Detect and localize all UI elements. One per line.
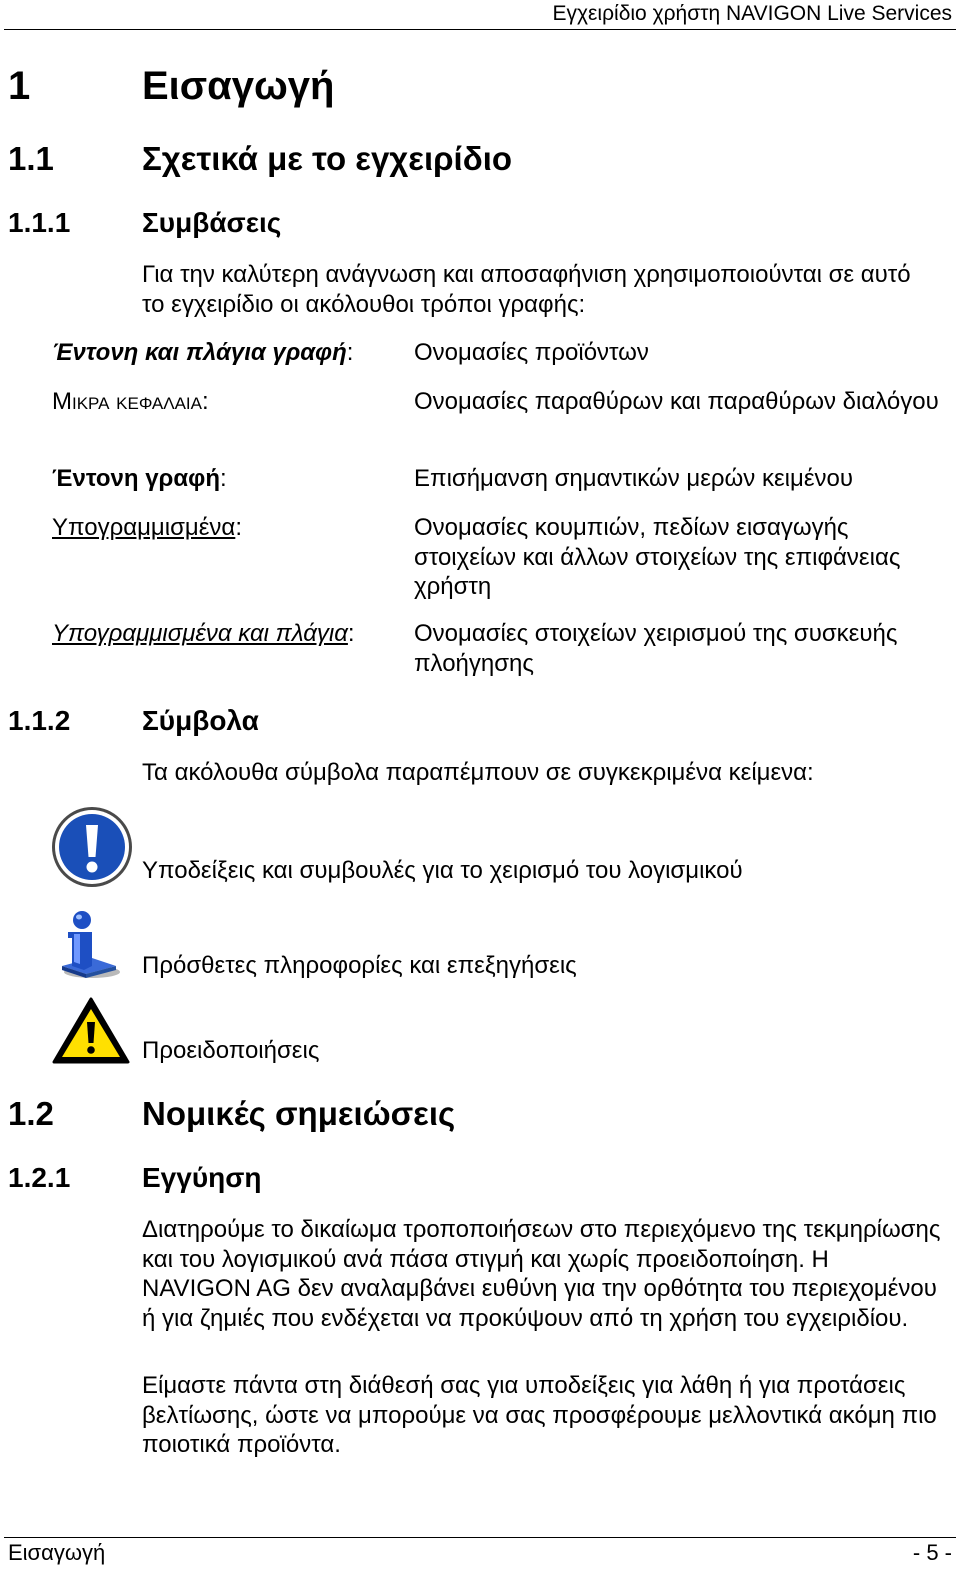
chapter-title: Εισαγωγή: [142, 64, 335, 108]
subsection-number: 1.1.1: [8, 207, 71, 238]
section-heading-1-2: [0, 1094, 960, 1134]
chapter-heading: [0, 62, 960, 110]
warning-triangle-icon: [52, 996, 130, 1066]
convention-description: Ονομασίες κουμπιών, πεδίων εισαγωγής στοιχείων και άλλων στοιχείων της επιφάνειας χρήστη: [414, 514, 901, 600]
symbol-text: Πρόσθετες πληροφορίες και επεξηγήσεις: [142, 952, 577, 979]
subsection-title: Σύμβολα: [142, 705, 259, 736]
symbol-text: Υποδείξεις και συμβουλές για το χειρισμό του λογισμικού: [142, 857, 743, 884]
convention-description: Ονομασίες προϊόντων: [414, 339, 649, 366]
subsection-heading-1-1-2: [0, 704, 960, 738]
symbol-text: Προειδοποιήσεις: [142, 1037, 320, 1064]
section-title: Σχετικά με το εγχειρίδιο: [142, 140, 513, 177]
label-text: Μικρα κεφαλαια: [52, 388, 202, 415]
section-number: 1.2: [8, 1095, 54, 1132]
feedback-paragraph: Είμαστε πάντα στη διάθεσή σας για υποδείξεις για λάθη ή για προτάσεις βελτίωσης, ώστε να μπορούμε να σας προσφέρουμε μελλοντικά ακόμη πιο ποιοτικά προϊόντα.: [142, 1372, 937, 1458]
convention-description: Ονομασίες παραθύρων και παραθύρων διαλόγου: [414, 388, 939, 415]
page-number: - 5 -: [912, 1540, 952, 1565]
label-text: Έντονη γραφή: [52, 465, 220, 492]
conventions-intro: Για την καλύτερη ανάγνωση και αποσαφήνιση χρησιμοποιούνται σε αυτό το εγχειρίδιο οι ακόλουθοι τρόποι γραφής:: [142, 261, 911, 318]
convention-label-bold: Έντονη γραφή:: [52, 465, 227, 492]
convention-label-bold-italic: Έντονη και πλάγια γραφή:: [52, 339, 354, 366]
subsection-title: Εγγύηση: [142, 1162, 262, 1193]
label-text: Έντονη και πλάγια γραφή: [52, 339, 347, 366]
chapter-number: 1: [8, 64, 31, 108]
section-heading-1-1: [0, 139, 960, 179]
subsection-number: 1.1.2: [8, 705, 71, 736]
section-title: Νομικές σημειώσεις: [142, 1095, 456, 1132]
subsection-number: 1.2.1: [8, 1162, 71, 1193]
label-text: Υπογραμμισμένα: [52, 514, 236, 541]
symbols-intro: Τα ακόλουθα σύμβολα παραπέμπουν σε συγκεκριμένα κείμενα:: [142, 759, 814, 786]
subsection-heading-1-1-1: [0, 206, 960, 240]
exclamation-circle-icon: [50, 805, 134, 889]
section-number: 1.1: [8, 140, 54, 177]
convention-label-underlined-italic: Υπογραμμισμένα και πλάγια:: [52, 620, 355, 647]
subsection-heading-1-2-1: [0, 1161, 960, 1195]
warranty-paragraph: Διατηρούμε το δικαίωμα τροποποιήσεων στο περιεχόμενο της τεκμηρίωσης και του λογισμικού ανά πάσα στιγμή και χωρίς προειδοποίηση. Η NAVIGON AG δεν αναλαμβάνει ευθύνη για την ορθότητα του περιεχομένου ή για ζημιές που ενδέχεται να προκύψουν από τη χρήση του εγχειριδίου.: [142, 1216, 941, 1332]
footer-section: Εισαγωγή: [8, 1540, 106, 1565]
info-figure-icon: [56, 908, 122, 980]
running-header: Εγχειρίδιο χρήστη NAVIGON Live Services: [552, 2, 952, 25]
convention-label-underlined: Υπογραμμισμένα:: [52, 514, 242, 541]
header-rule: [4, 29, 956, 30]
convention-label-small-caps: Μικρα κεφαλαια:: [52, 388, 209, 415]
footer-rule: [4, 1537, 956, 1538]
label-text: Υπογραμμισμένα και πλάγια: [52, 620, 348, 647]
subsection-title: Συμβάσεις: [142, 207, 282, 238]
convention-description: Επισήμανση σημαντικών μερών κειμένου: [414, 465, 853, 492]
convention-description: Ονομασίες στοιχείων χειρισμού της συσκευής πλοήγησης: [414, 620, 898, 677]
